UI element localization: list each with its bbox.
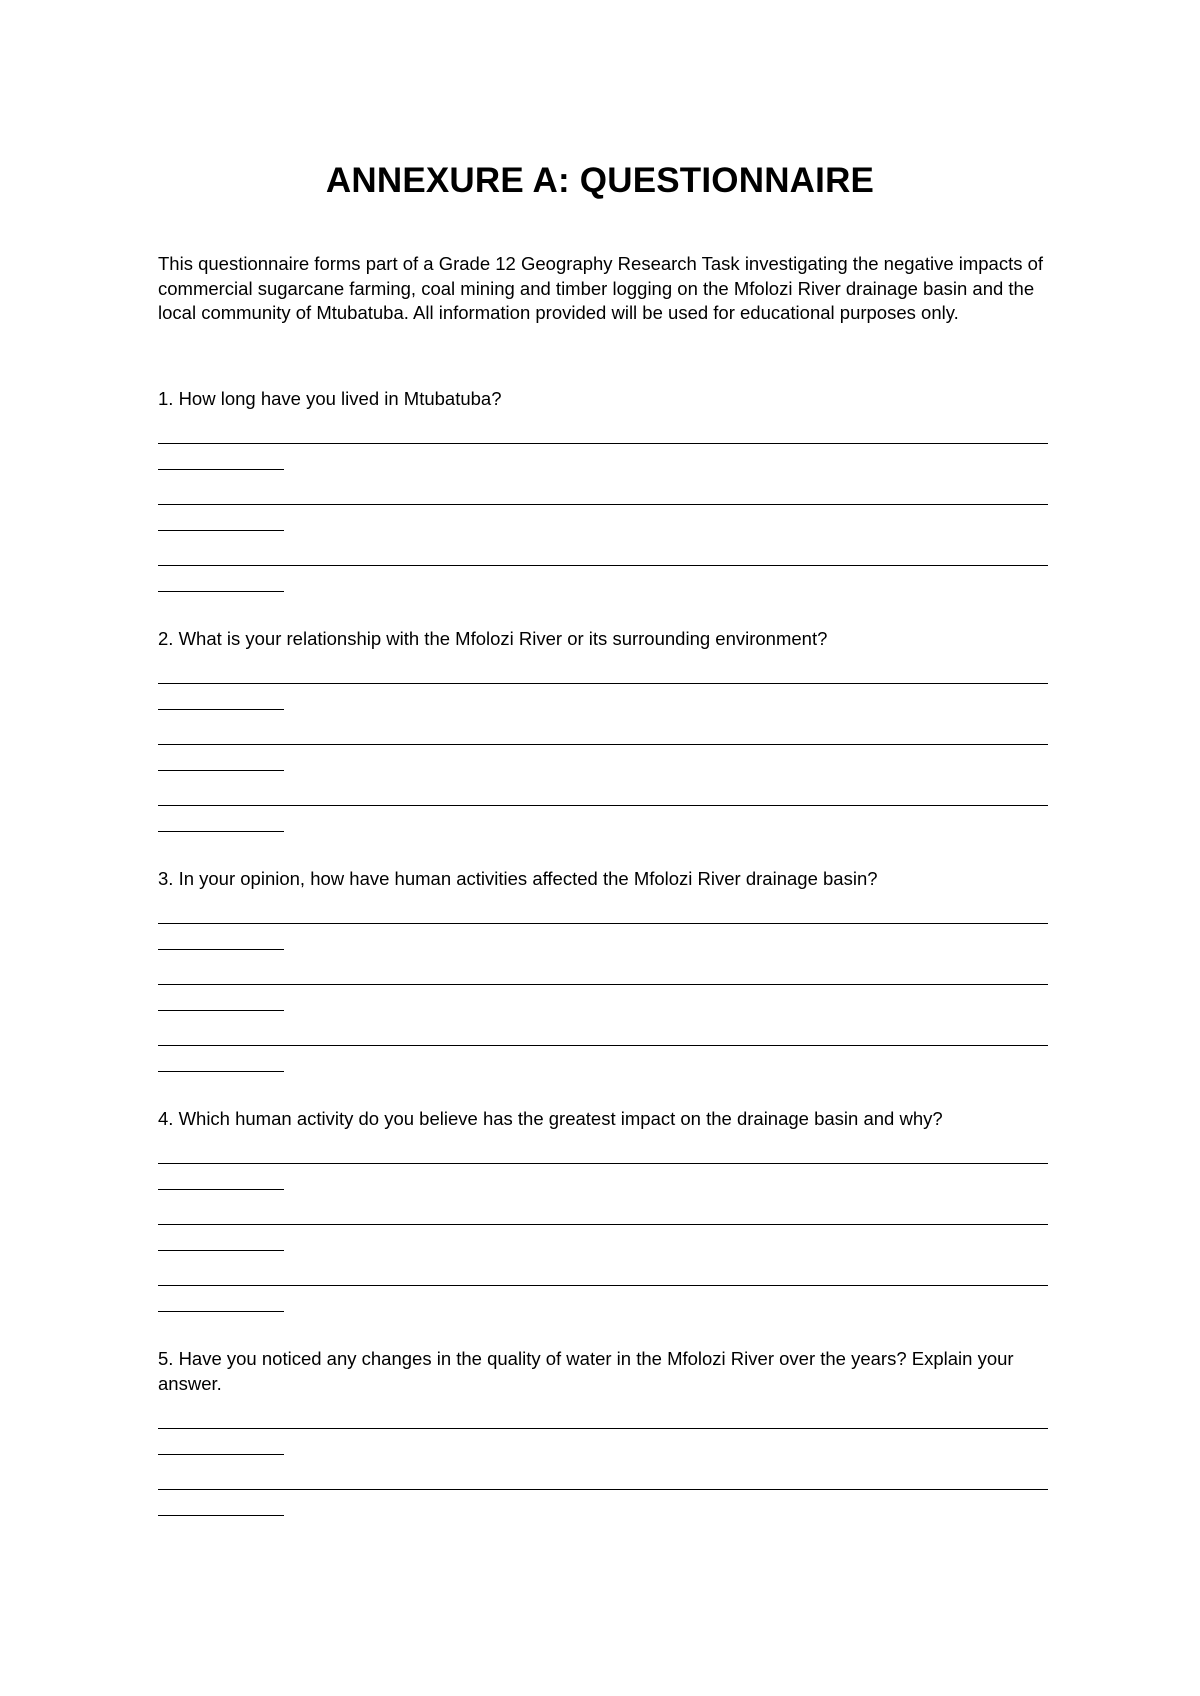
answer-line-continuation[interactable]: [158, 591, 284, 592]
answer-line-continuation[interactable]: [158, 1454, 284, 1455]
answer-line-continuation[interactable]: [158, 709, 284, 710]
answer-line[interactable]: [158, 1045, 1048, 1046]
answer-line[interactable]: [158, 923, 1048, 924]
page-title: ANNEXURE A: QUESTIONNAIRE: [325, 161, 875, 200]
answer-line-continuation[interactable]: [158, 831, 284, 832]
answer-line-continuation[interactable]: [158, 1515, 284, 1516]
answer-line-continuation[interactable]: [158, 1250, 284, 1251]
question-3: 3. In your opinion, how have human activities affected the Mfolozi River drainage basin?: [158, 868, 878, 889]
answer-line[interactable]: [158, 1163, 1048, 1164]
answer-line-continuation[interactable]: [158, 1189, 284, 1190]
answer-line[interactable]: [158, 984, 1048, 985]
answer-line[interactable]: [158, 1428, 1048, 1429]
answer-line-continuation[interactable]: [158, 1010, 284, 1011]
answer-line[interactable]: [158, 744, 1048, 745]
answer-line-continuation[interactable]: [158, 530, 284, 531]
intro-paragraph: This questionnaire forms part of a Grade 12 Geography Research Task investigating the negative impacts of commercial sugarcane farming, coal mining and timber logging on the Mfolozi River drainage basin and the local community of Mtubatuba. All information provided will be used for educational purposes only.: [158, 253, 1044, 323]
answer-line-continuation[interactable]: [158, 1311, 284, 1312]
question-2: 2. What is your relationship with the Mfolozi River or its surrounding environment?: [158, 628, 828, 649]
answer-line[interactable]: [158, 1489, 1048, 1490]
answer-line[interactable]: [158, 565, 1048, 566]
answer-line-continuation[interactable]: [158, 1071, 284, 1072]
question-4: 4. Which human activity do you believe has the greatest impact on the drainage basin and why?: [158, 1108, 943, 1129]
answer-line-continuation[interactable]: [158, 949, 284, 950]
answer-line[interactable]: [158, 504, 1048, 505]
answer-line[interactable]: [158, 443, 1048, 444]
answer-line[interactable]: [158, 805, 1048, 806]
answer-line-continuation[interactable]: [158, 770, 284, 771]
answer-line[interactable]: [158, 683, 1048, 684]
answer-line-continuation[interactable]: [158, 469, 284, 470]
question-5: 5. Have you noticed any changes in the quality of water in the Mfolozi River over the years? Explain your answer.: [158, 1348, 1014, 1394]
question-1: 1. How long have you lived in Mtubatuba?: [158, 388, 502, 409]
answer-line[interactable]: [158, 1285, 1048, 1286]
answer-line[interactable]: [158, 1224, 1048, 1225]
